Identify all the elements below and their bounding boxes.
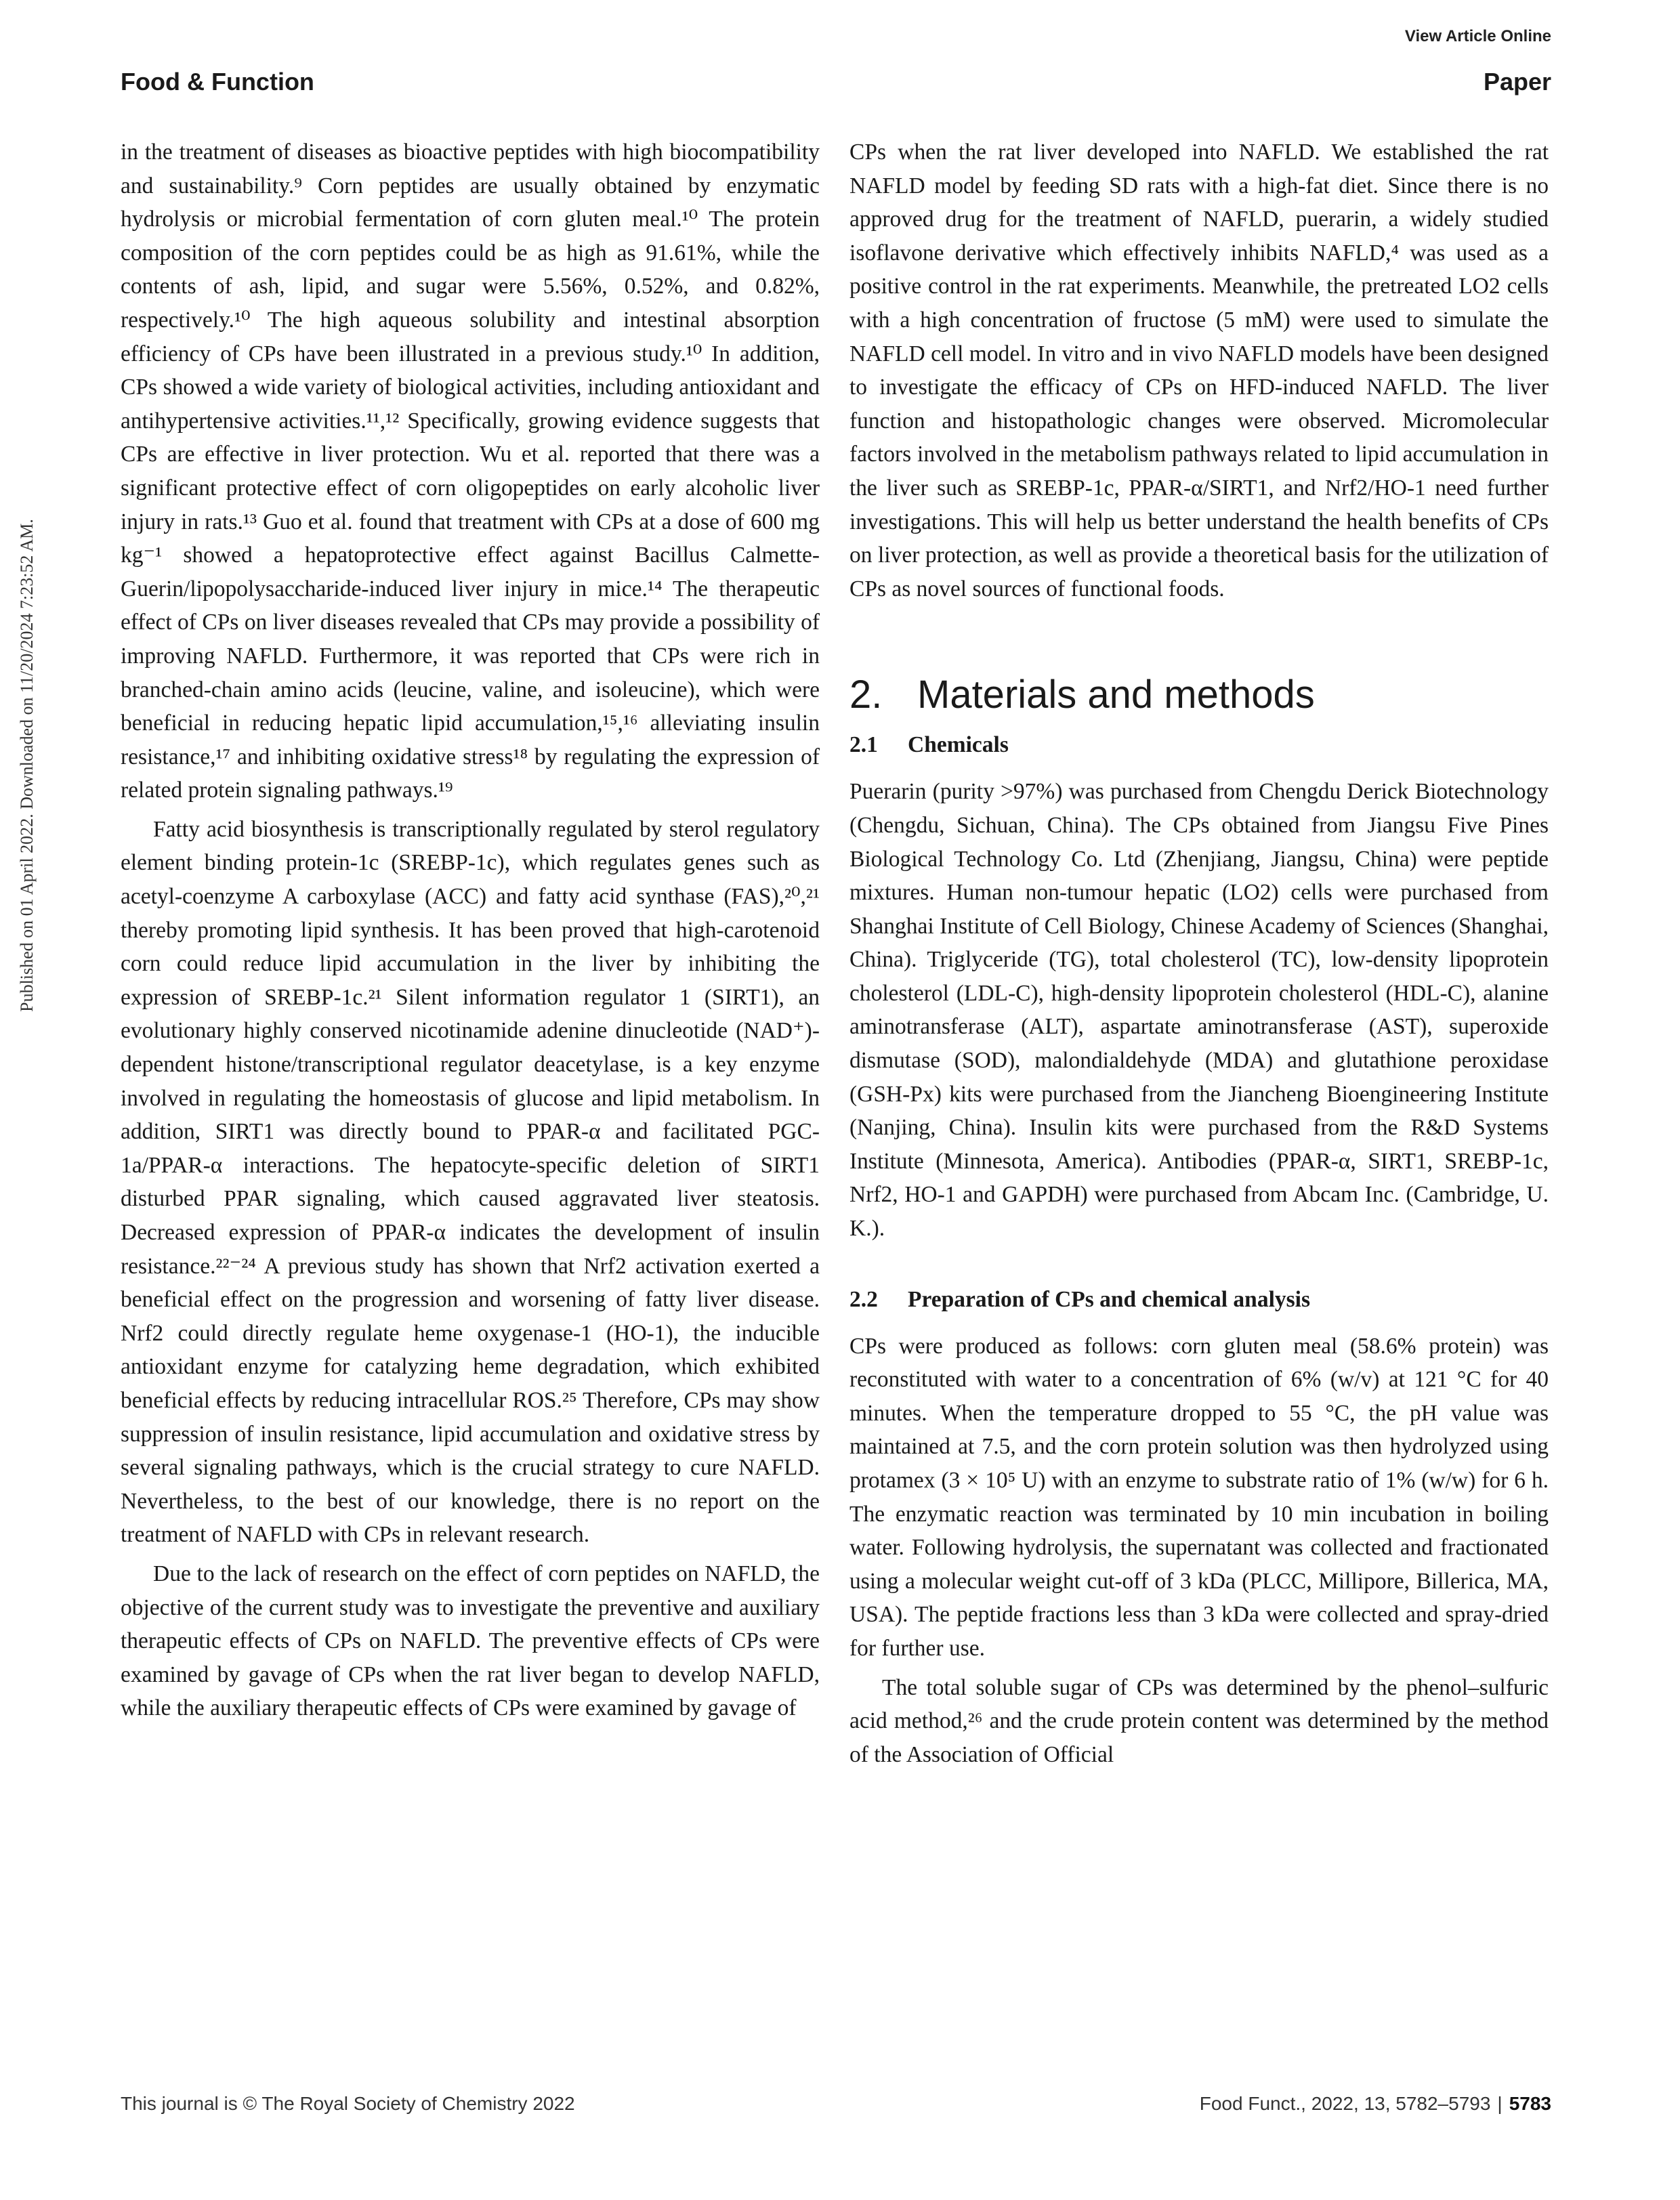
citation-footer [1200,2093,1551,2115]
journal-name: Food & Function [121,68,314,96]
paragraph: CPs when the rat liver developed into NAFLD. We established the rat NAFLD model by feeding SD rats with a high-fat diet. Since there is no approved drug for the treatment of NAFLD, puerarin, a widely studied isoflavone derivative which effectively inhibits NAFLD,⁴ was used as a positive control in the rat experiments. Meanwhile, the pretreated LO2 cells with a high concentration of fructose (5 mM) were used to simulate the NAFLD cell model. In vitro and in vivo NAFLD models have been designed to investigate the efficacy of CPs on HFD-induced NAFLD. The liver function and histopathologic changes were observed. Micromolecular factors involved in the metabolism pathways related to lipid accumulation in the liver such as SREBP-1c, PPAR-α/SIRT1, and Nrf2/HO-1 need further investigations. This will help us better understand the health benefits of CPs on liver protection, as well as provide a theoretical basis for the utilization of CPs as novel sources of functional foods. [849,140,1549,601]
subsection-number: 2.2 [849,1286,878,1312]
paragraph: CPs were produced as follows: corn gluten meal (58.6% protein) was reconstituted with water to a concentration of 6% (w/v) at 121 °C for 40 minutes. When the temperature dropped to 55 °C, the pH value was maintained at 7.5, and the corn protein solution was then hydrolyzed using protamex (3 × 10⁵ U) with an enzyme to substrate ratio of 1% (w/w) for 6 h. The enzymatic reaction was terminated by 10 min incubation in boiling water. Following hydrolysis, the supernatant was collected and fractionated using a molecular weight cut-off of 3 kDa (PLCC, Millipore, Billerica, MA, USA). The peptide fractions less than 3 kDa were collected and spray-dried for further use. [849,1333,1549,1661]
paragraph: The total soluble sugar of CPs was determined by the phenol–sulfuric acid method,²⁶ and the crude protein content was determined by the method of the Association of Official [849,1674,1549,1767]
section-heading [849,668,1549,722]
copyright-notice: This journal is © The Royal Society of Chemistry 2022 [121,2093,575,2114]
subsection-heading [849,1285,1549,1315]
view-article-online-link[interactable]: View Article Online [1404,27,1551,45]
section-title: Materials and methods [917,673,1315,717]
publication-stamp [14,203,41,1328]
publication-stamp-text: Published on 01 April 2022. Downloaded on 11/20/2024 7:23:52 AM. [17,519,37,1012]
left-column [121,135,820,2025]
paragraph: Due to the lack of research on the effect of corn peptides on NAFLD, the objective of the current study was to investigate the preventive and auxiliary therapeutic effects of CPs on NAFLD. The preventive effects of CPs were examined by gavage of CPs when the rat liver began to develop NAFLD, while the auxiliary therapeutic effects of CPs were examined by gavage of [121,1561,820,1721]
footer-separator: | [1497,2093,1503,2114]
citation: Food Funct., 2022, 13, 5782–5793 [1199,2093,1491,2114]
page-number: 5783 [1509,2093,1551,2114]
paragraph: Fatty acid biosynthesis is transcriptionally regulated by sterol regulatory element binding protein-1c (SREBP-1c), which regulates genes such as acetyl-coenzyme A carboxylase (ACC) and fatty acid synthase (FAS),²⁰,²¹ thereby promoting lipid synthesis. It has been proved that high-carotenoid corn could reduce lipid accumulation in the liver by inhibiting the expression of SREBP-1c.²¹ Silent information regulator 1 (SIRT1), an evolutionary highly conserved nicotinamide adenine dinucleotide (NAD⁺)-dependent histone/transcriptional regulator deacetylase, is a key enzyme involved in regulating the homeostasis of glucose and lipid metabolism. In addition, SIRT1 was directly bound to PPAR-α and facilitated PGC-1a/PPAR-α interactions. The hepatocyte-specific deletion of SIRT1 disturbed PPAR signaling, which caused aggravated liver steatosis. Decreased expression of PPAR-α indicates the development of insulin resistance.²²⁻²⁴ A previous study has shown that Nrf2 activation exerted a beneficial effect on the progression and worsening of fatty liver disease. Nrf2 could directly regulate heme oxygenase-1 (HO-1), the inducible antioxidant enzyme for catalyzing heme degradation, which exhibited beneficial effects by reducing intracellular ROS.²⁵ Therefore, CPs may show suppression of insulin resistance, lipid accumulation and oxidative stress by several signaling pathways, which is the crucial strategy to cure NAFLD. Nevertheless, to the best of our knowledge, there is no report on the treatment of NAFLD with CPs in relevant research. [121,816,820,1548]
section-label: Paper [1483,68,1551,96]
subsection-heading [849,730,1549,760]
section-number: 2. [849,673,883,717]
subsection-number: 2.1 [849,732,878,758]
subsection-title: Chemicals [908,732,1009,758]
right-column [849,135,1549,2025]
paragraph: Puerarin (purity >97%) was purchased from Chengdu Derick Biotechnology (Chengdu, Sichuan, China). The CPs obtained from Jiangsu Five Pines Biological Technology Co. Ltd (Zhenjiang, Jiangsu, China) were peptide mixtures. Human non-tumour hepatic (LO2) cells were purchased from Shanghai Institute of Cell Biology, Chinese Academy of Sciences (Shanghai, China). Triglyceride (TG), total cholesterol (TC), low-density lipoprotein cholesterol (LDL-C), high-density lipoprotein cholesterol (HDL-C), alanine aminotransferase (ALT), aspartate aminotransferase (AST), superoxide dismutase (SOD), malondialdehyde (MDA) and glutathione peroxidase (GSH-Px) kits were purchased from the Jiancheng Bioengineering Institute (Nanjing, China). Insulin kits were purchased from the R&D Systems Institute (Minnesota, America). Antibodies (PPAR-α, SIRT1, SREBP-1c, Nrf2, HO-1 and GAPDH) were purchased from Abcam Inc. (Cambridge, U. K.). [849,779,1549,1242]
subsection-title: Preparation of CPs and chemical analysis [908,1286,1311,1312]
paragraph: in the treatment of diseases as bioactive peptides with high biocompatibility and sustainability.⁹ Corn peptides are usually obtained by enzymatic hydrolysis or microbial fermentation of corn gluten meal.¹⁰ The protein composition of the corn peptides could be as high as 91.61%, while the contents of ash, lipid, and sugar were 5.56%, 0.52%, and 0.82%, respectively.¹⁰ The high aqueous solubility and intestinal absorption efficiency of CPs have been illustrated in a previous study.¹⁰ In addition, CPs showed a wide variety of biological activities, including antioxidant and antihypertensive activities.¹¹,¹² Specifically, growing evidence suggests that CPs are effective in liver protection. Wu et al. reported that there was a significant protective effect of corn oligopeptides on early alcoholic liver injury in rats.¹³ Guo et al. found that treatment with CPs at a dose of 600 mg kg⁻¹ showed a hepatoprotective effect against Bacillus Calmette-Guerin/lipopolysaccharide-induced liver injury in mice.¹⁴ The therapeutic effect of CPs on liver diseases revealed that CPs may provide a possibility of improving NAFLD. Furthermore, it was reported that CPs were rich in branched-chain amino acids (leucine, valine, and isoleucine), which were beneficial in reducing hepatic lipid accumulation,¹⁵,¹⁶ alleviating insulin resistance,¹⁷ and inhibiting oxidative stress¹⁸ by regulating the expression of related protein signaling pathways.¹⁹ [121,140,820,803]
